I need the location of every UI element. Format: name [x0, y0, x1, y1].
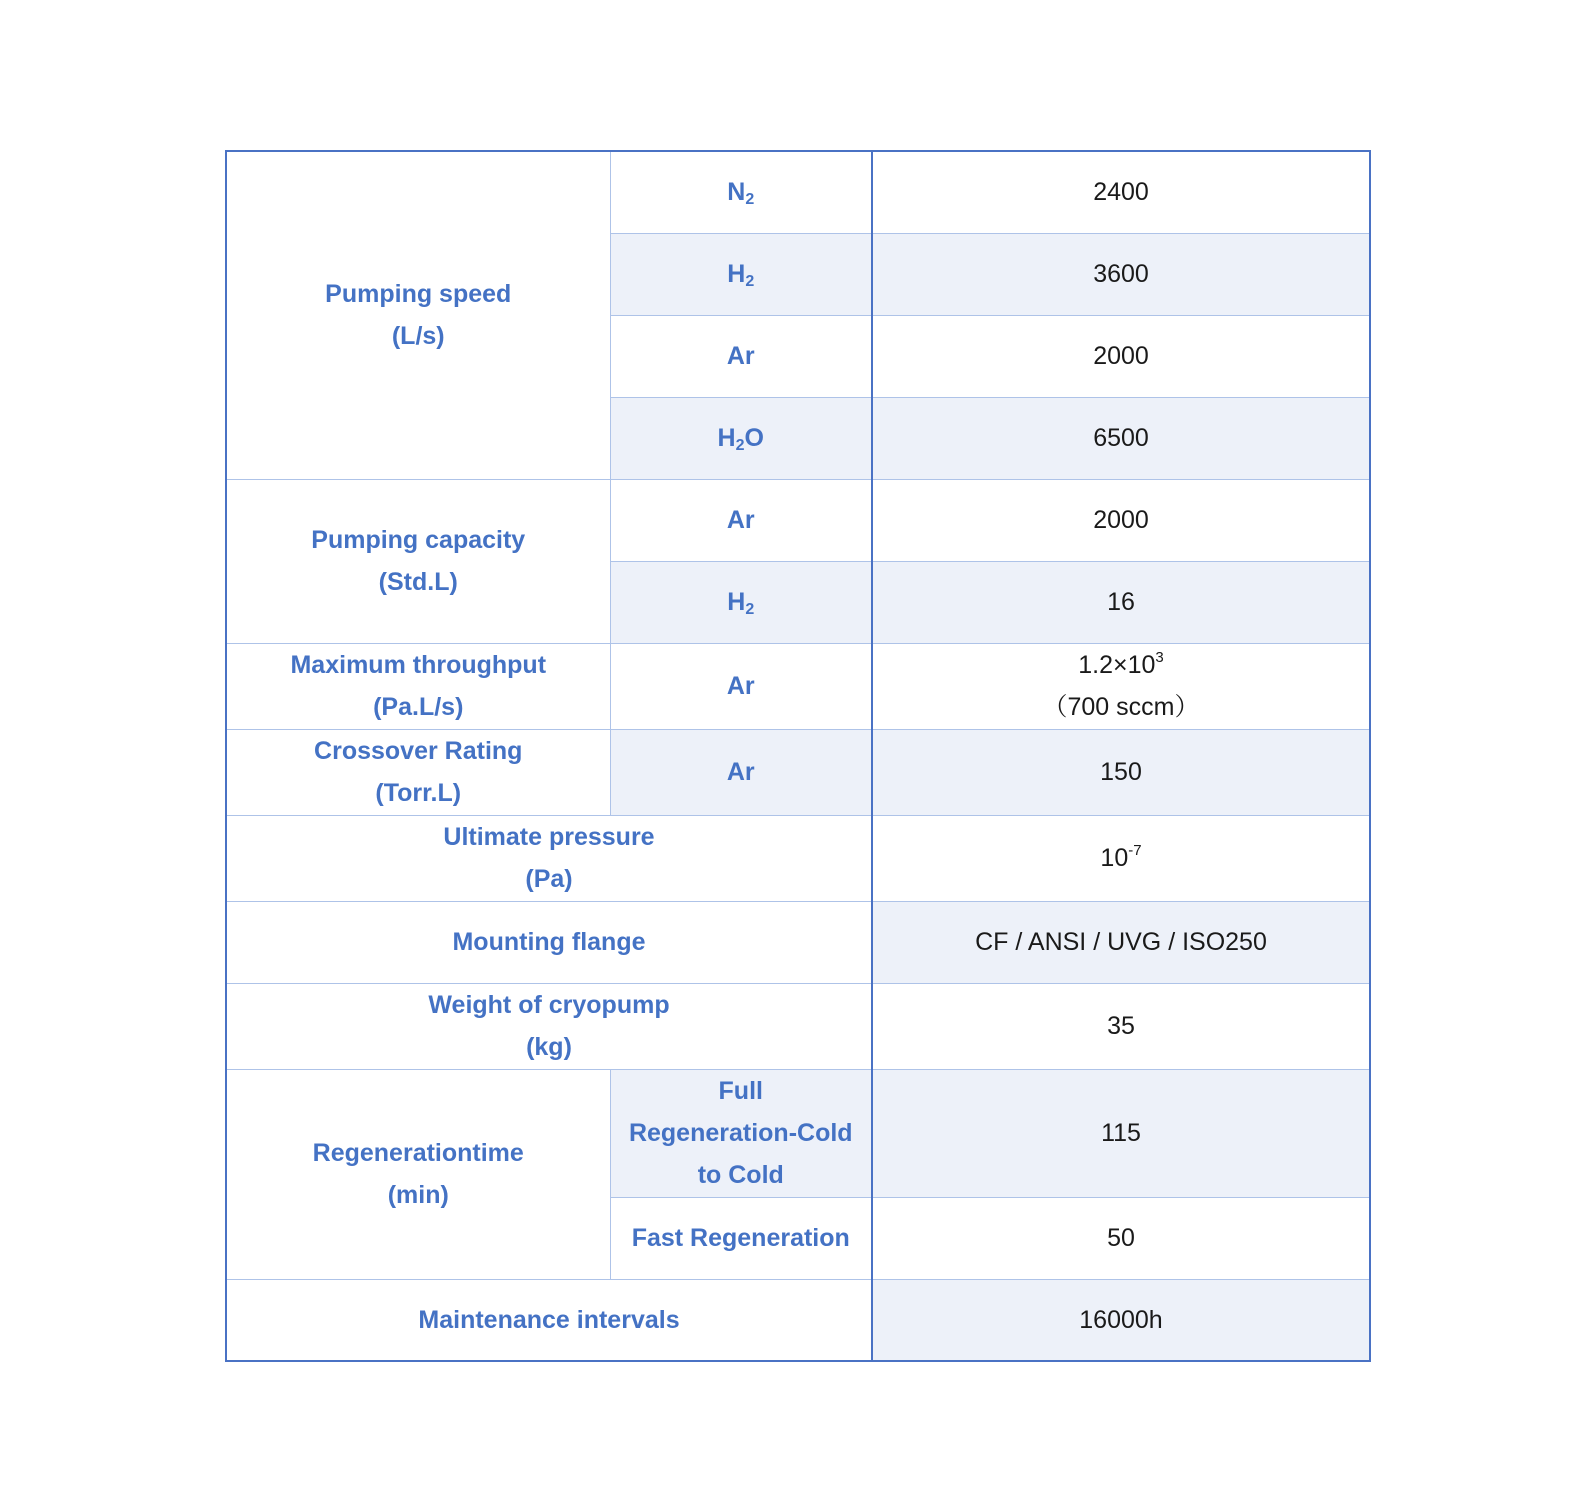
table-row	[226, 729, 1370, 815]
gas-ar-cell: Ar	[610, 729, 872, 815]
gas-n2-cell: $N_2$	[610, 151, 872, 233]
full-regeneration-value: 115	[872, 1069, 1370, 1197]
table-row	[226, 151, 1370, 233]
table-row	[226, 983, 1370, 1069]
max-throughput-value: $1.2\times 10^3$ （700 sccm）	[872, 643, 1370, 729]
table-row	[226, 901, 1370, 983]
maintenance-intervals-value: 16000h	[872, 1279, 1370, 1361]
weight-label: Weight of cryopump (kg)	[226, 983, 872, 1069]
specification-table	[225, 150, 1371, 1362]
pumping-capacity-ar-value: 2000	[872, 479, 1370, 561]
table-row	[226, 479, 1370, 561]
gas-ar-cell: Ar	[610, 479, 872, 561]
weight-value: 35	[872, 983, 1370, 1069]
maintenance-intervals-label: Maintenance intervals	[226, 1279, 872, 1361]
max-throughput-label: Maximum throughput (Pa.L/s)	[226, 643, 610, 729]
pumping-speed-h2o-value: 6500	[872, 397, 1370, 479]
crossover-rating-value: 150	[872, 729, 1370, 815]
full-regeneration-label: Full Regeneration-Cold to Cold	[610, 1069, 872, 1197]
fast-regeneration-label: Fast Regeneration	[610, 1197, 872, 1279]
pumping-speed-ar-value: 2000	[872, 315, 1370, 397]
pumping-capacity-label: Pumping capacity (Std.L)	[226, 479, 610, 643]
table-row	[226, 815, 1370, 901]
table-row	[226, 643, 1370, 729]
fast-regeneration-value: 50	[872, 1197, 1370, 1279]
gas-h2o-cell: $H_2O$	[610, 397, 872, 479]
gas-h2-cell: $H_2$	[610, 233, 872, 315]
regeneration-time-label: Regenerationtime (min)	[226, 1069, 610, 1279]
mounting-flange-value: CF / ANSI / UVG / ISO250	[872, 901, 1370, 983]
ultimate-pressure-value: $10^{-7}$	[872, 815, 1370, 901]
pumping-speed-label: Pumping speed (L/s)	[226, 151, 610, 479]
crossover-rating-label: Crossover Rating (Torr.L)	[226, 729, 610, 815]
gas-h2-cell: $H_2$	[610, 561, 872, 643]
gas-ar-cell: Ar	[610, 315, 872, 397]
pumping-speed-n2-value: 2400	[872, 151, 1370, 233]
table-row	[226, 1069, 1370, 1197]
table-row	[226, 1279, 1370, 1361]
pumping-speed-h2-value: 3600	[872, 233, 1370, 315]
ultimate-pressure-label: Ultimate pressure (Pa)	[226, 815, 872, 901]
pumping-capacity-h2-value: 16	[872, 561, 1370, 643]
mounting-flange-label: Mounting flange	[226, 901, 872, 983]
gas-ar-cell: Ar	[610, 643, 872, 729]
